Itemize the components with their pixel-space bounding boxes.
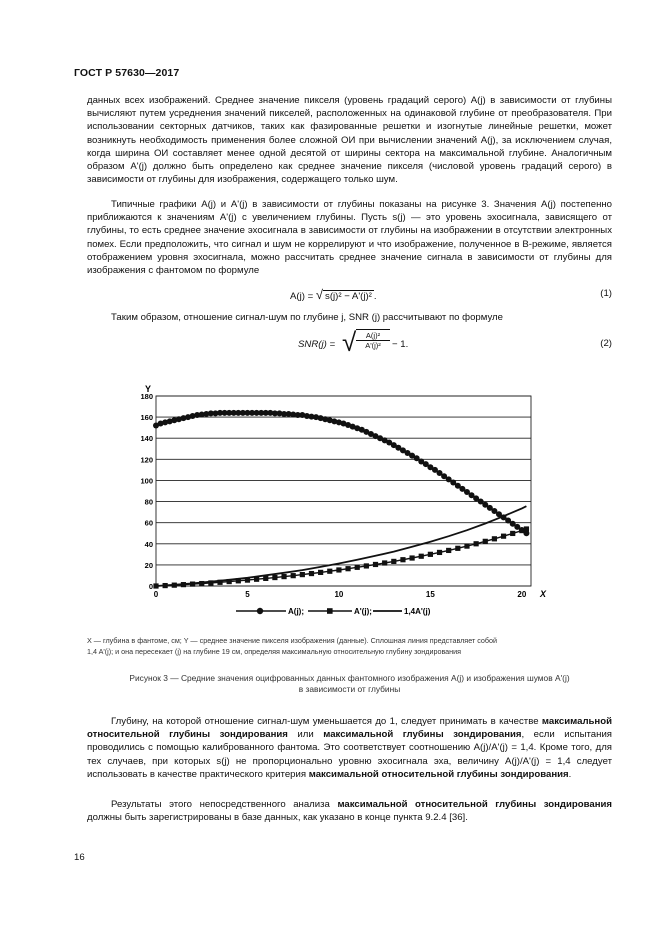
formula-1-lhs: A(j) = xyxy=(290,291,314,302)
paragraph-4-bold-1: максимальной относительной глубины зондирования xyxy=(87,716,612,741)
formula-1-radicand: s(j)² − A'(j)² xyxy=(325,291,372,302)
paragraph-2 xyxy=(87,198,612,277)
series-point-square xyxy=(400,557,405,562)
page-number: 16 xyxy=(74,852,85,863)
formula-2-numerator: A(j)² xyxy=(356,330,390,341)
y-tick-label: 60 xyxy=(144,518,153,528)
series-point-square xyxy=(272,575,277,580)
x-tick-label: 15 xyxy=(425,590,435,599)
series-point-square xyxy=(364,563,369,568)
legend-label-3: 1,4A'(j) xyxy=(404,607,431,616)
x-tick-label: 0 xyxy=(153,590,159,599)
paragraph-3 xyxy=(87,311,612,324)
paragraph-5-part-c: должны быть зарегистрированы в базе данных, как указано в конце пункта 9.2.4 [36]. xyxy=(87,812,468,824)
series-point-square xyxy=(446,548,451,553)
series-point-square xyxy=(281,574,286,579)
paragraph-5-part-a: Результаты этого непосредственного анализа xyxy=(111,799,338,810)
series-point-square xyxy=(345,566,350,571)
chart-series xyxy=(153,410,529,589)
formula-2-denominator: A'(j)² xyxy=(365,341,381,350)
x-tick-label: 10 xyxy=(334,590,344,599)
series-point-square xyxy=(474,541,479,546)
paragraph-5-text xyxy=(87,798,612,824)
y-tick-label: 120 xyxy=(140,455,153,465)
y-tick-label: 0 xyxy=(148,582,153,591)
series-point-square xyxy=(524,526,529,531)
series-point-square xyxy=(455,546,460,551)
series-point-square xyxy=(309,571,314,576)
y-tick-label: 20 xyxy=(144,560,153,570)
series-point-square xyxy=(437,550,442,555)
series-point-square xyxy=(483,539,488,544)
paragraph-4-part-c: , если испытания проводились с помощью калиброванного фантома. Это соответствует соотношению A(j)/A'(j) = 1,4. Кроме того, для тех случаев, при которых s(j) не пропорционально уровню эхосигнала эха, величину A(j)/A'(j) = 1,4 следует использовать в качестве практического критерия xyxy=(87,729,612,780)
x-tick-label: 20 xyxy=(517,590,527,599)
paragraph-4-end: . xyxy=(568,768,572,780)
series-point-square xyxy=(373,562,378,567)
formula-2-sqrt-icon: √ xyxy=(342,327,357,357)
y-tick-label: 140 xyxy=(140,434,153,444)
series-point-square xyxy=(318,570,323,575)
depth-chart xyxy=(0,368,661,628)
series-point-square xyxy=(492,536,497,541)
series-point-square xyxy=(382,560,387,565)
formula-2-lhs: SNR(j) = xyxy=(298,339,336,350)
paragraph-4-part-a: Глубину, на которой отношение сигнал-шум уменьшается до 1, следует принимать в качестве xyxy=(111,716,539,727)
series-point-square xyxy=(327,569,332,574)
y-tick-label: 80 xyxy=(144,497,153,507)
series-point-square xyxy=(263,576,268,581)
series-point-square xyxy=(510,531,515,536)
legend-marker-square xyxy=(327,608,333,614)
x-axis-label: X xyxy=(539,589,547,599)
series-line-3 xyxy=(156,506,526,586)
figure-note-line-2: 1,4 A'(j); и она пересекает (j) на глубине 19 см, определяя максимальную относительную глубину зондирования xyxy=(87,647,462,656)
x-tick-label: 5 xyxy=(245,590,250,599)
series-point-square xyxy=(428,552,433,557)
series-line-2 xyxy=(156,529,526,586)
chart-legend xyxy=(236,607,431,616)
formula-1-sqrt-icon: √ xyxy=(315,287,324,302)
series-point-square xyxy=(419,554,424,559)
paragraph-4-bold-2: максимальной глубины зондирования xyxy=(323,729,522,741)
y-tick-label: 180 xyxy=(140,392,153,401)
paragraph-4-bold-3: максимальной относительной глубины зондирования xyxy=(308,768,569,780)
series-point-square xyxy=(300,572,305,577)
figure-note xyxy=(87,635,587,657)
paragraph-4-text xyxy=(87,715,612,781)
paragraph-1-text: данных всех изображений. Среднее значение пикселя (уровень градаций серого) A(j) в зависимости от глубины вычисляют путем усреднения значений пикселей, расположенных на одинаковой глубине от преобразователя. При использовании секторных датчиков, таких как фазированные решетки и изогнутые линейные решетки, может возникнуть необходимость применения более сложной ОИ при вычислении значений A(j), за исключением случая, когда ширина ОИ составляет менее одной десятой от ширины сектора на максимальной глубине. Аналогичным образом A'(j) должно быть определено как среднее значение пикселя (числовой уровень градаций серого) в зависимости от глубины для изображения, содержащего только шум. xyxy=(87,95,612,186)
figure-caption-line-2: в зависимости от глубины xyxy=(298,684,401,694)
figure-caption xyxy=(87,673,612,695)
y-tick-label: 40 xyxy=(144,539,153,549)
figure-caption-line-1: Рисунок 3 — Средние значения оцифрованных данных фантомного изображения A(j) и изображения шумов A'(j) xyxy=(129,673,570,683)
series-point-square xyxy=(409,555,414,560)
series-point-square xyxy=(336,567,341,572)
document-header: ГОСТ Р 57630—2017 xyxy=(74,67,180,79)
series-point-square xyxy=(291,573,296,578)
figure-note-line-1: X — глубина в фантоме, см; Y — среднее значение пикселя изображения (данные). Сплошная линия представляет собой xyxy=(87,636,498,645)
formula-2-number: (2) xyxy=(600,338,612,349)
series-point-square xyxy=(464,544,469,549)
paragraph-5 xyxy=(87,798,612,824)
formula-1-number: (1) xyxy=(600,288,612,299)
formula-1: A(j) = √ s(j)² − A'(j)² . xyxy=(290,287,377,302)
y-tick-label: 160 xyxy=(140,413,153,423)
paragraph-4 xyxy=(87,715,612,781)
series-line-1 xyxy=(156,413,526,533)
paragraph-3-text: Таким образом, отношение сигнал-шум по глубине j, SNR (j) рассчитывают по формуле xyxy=(111,312,503,323)
legend-marker-circle xyxy=(257,608,263,614)
paragraph-2-text: Типичные графики A(j) и A'(j) в зависимости от глубины показаны на рисунке 3. Значения A(j) постепенно приближаются к значениям A'(j) с увеличением глубины. Пусть s(j) — это уровень эхосигнала, зависящего от глубины, то есть среднее значение эхосигнала в зависимости от глубины на изображении в отсутствии электронных помех. Если предположить, что сигнал и шум не коррелируют и что изображение, полученное в B-режиме, является отображением уровня эхосигнала, можно рассчитать среднее значение сигнала в зависимости от глубины для изображения с фантомом по формуле xyxy=(87,199,612,277)
paragraph-1 xyxy=(87,94,612,186)
legend-label-1: A(j); xyxy=(288,607,304,616)
paragraph-4-or: или xyxy=(287,729,324,741)
formula-2-tail: − 1. xyxy=(392,339,409,350)
y-tick-label: 100 xyxy=(140,476,153,486)
y-axis-label: Y xyxy=(144,384,152,394)
series-point-square xyxy=(519,528,524,533)
paragraph-5-bold: максимальной относительной глубины зондирования xyxy=(337,799,612,810)
formula-2-fraction xyxy=(356,329,390,350)
series-point-square xyxy=(501,534,506,539)
series-point-square xyxy=(391,559,396,564)
series-point-square xyxy=(355,565,360,570)
legend-label-2: A'(j); xyxy=(354,607,372,616)
